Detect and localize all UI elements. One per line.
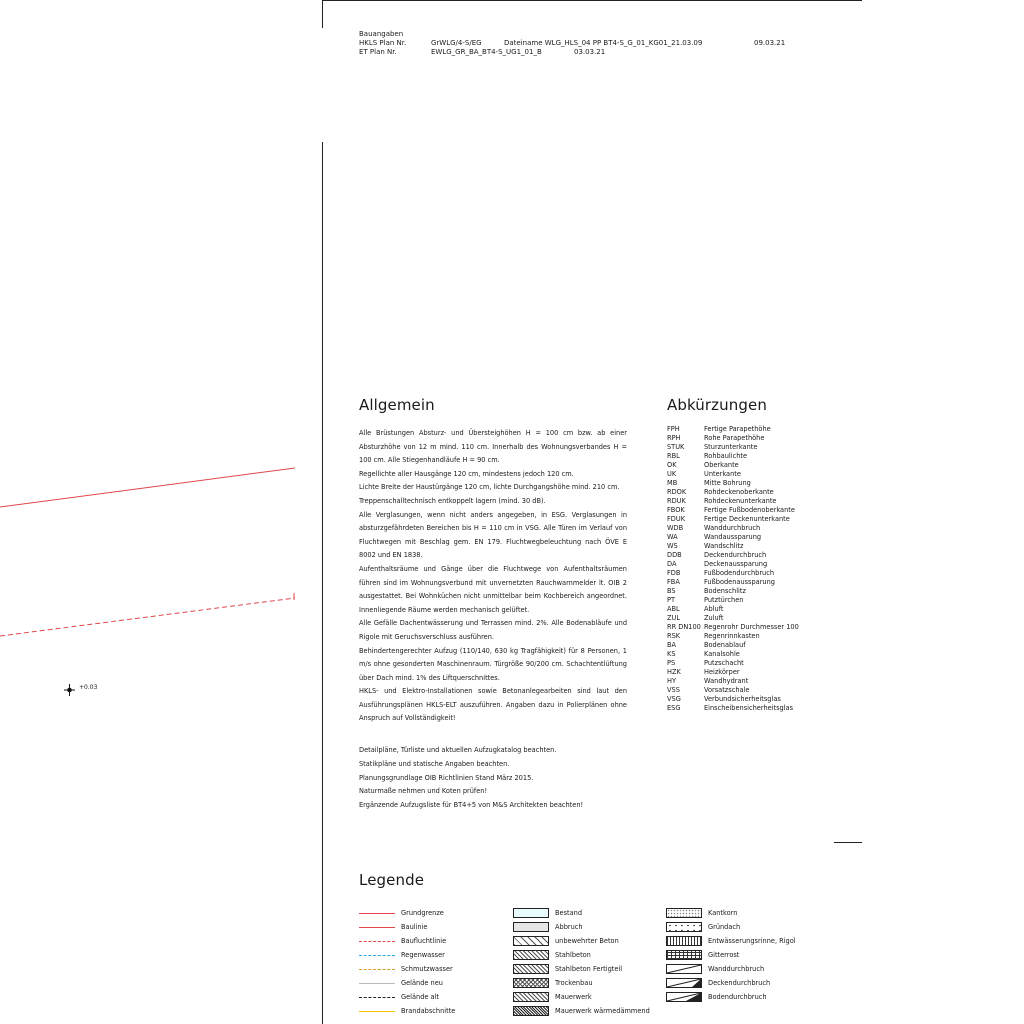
abbreviation-row: [667, 659, 799, 668]
legend-row: [666, 934, 796, 948]
abbreviation-row: [667, 470, 799, 479]
legend-material-swatch: [513, 922, 549, 932]
abbreviation-code: ZUL: [667, 614, 681, 622]
abbreviation-row: [667, 587, 799, 596]
abbreviation-text: Heizkörper: [704, 668, 740, 676]
abbreviation-text: Zuluft: [704, 614, 724, 622]
legend-line-sample: [359, 969, 395, 970]
legend-row: [666, 962, 796, 976]
abbreviation-row: [667, 524, 799, 533]
header-et-label: ET Plan Nr.: [359, 48, 397, 56]
abbreviation-row: [667, 533, 799, 542]
legend-row: [666, 906, 796, 920]
note-line: Planungsgrundlage OIB Richtlinien Stand März 2015.: [359, 773, 534, 782]
abbreviation-code: PT: [667, 596, 676, 604]
abbreviation-row: [667, 515, 799, 524]
legend-label: Regenwasser: [401, 951, 445, 959]
abbreviation-row: [667, 578, 799, 587]
abbreviation-text: Wandschlitz: [704, 542, 744, 550]
abbreviation-text: Bodenablauf: [704, 641, 746, 649]
abbreviation-text: Rohe Parapethöhe: [704, 434, 765, 442]
abbreviation-code: FBA: [667, 578, 680, 586]
abbreviation-row: [667, 560, 799, 569]
abbreviation-text: Putztürchen: [704, 596, 744, 604]
legend-label: Grundgrenze: [401, 909, 444, 917]
legend-material-swatch: [513, 992, 549, 1002]
legend-label: Gelände alt: [401, 993, 440, 1001]
header-hkls-number: GrWLG/4-S/EG: [431, 39, 482, 47]
abbreviation-code: FBOK: [667, 506, 685, 514]
abbreviation-row: [667, 641, 799, 650]
abbreviation-code: VSG: [667, 695, 681, 703]
legend-line-sample: [359, 927, 395, 928]
legend-row: [359, 962, 455, 976]
abbreviation-text: Rohdeckenunterkante: [704, 497, 777, 505]
legend-material-swatch: [513, 964, 549, 974]
legend-line-sample: [359, 1011, 395, 1012]
abbreviation-row: [667, 497, 799, 506]
note-line: Detailpläne, Türliste und aktuellen Aufzugkatalog beachten.: [359, 746, 557, 754]
abbreviation-text: Sturzunterkante: [704, 443, 758, 451]
abbreviation-code: RR DN100: [667, 623, 701, 631]
frame-tick-right: [834, 842, 862, 843]
abbreviation-row: [667, 506, 799, 515]
note-line: Statikpläne und statische Angaben beachten.: [359, 759, 510, 768]
abbreviation-text: Verbundsicherheitsglas: [704, 695, 781, 703]
legend-label: Deckendurchbruch: [708, 979, 771, 987]
legend-label: Trockenbau: [555, 979, 593, 987]
abbreviation-text: Regenrinnkasten: [704, 632, 760, 640]
header-hkls-label: HKLS Plan Nr.: [359, 39, 407, 47]
abbreviation-text: Fertige Deckenunterkante: [704, 515, 790, 523]
abbreviation-text: Vorsatzschale: [704, 686, 750, 694]
abbreviation-code: WS: [667, 542, 678, 550]
building-line-dashed: [0, 598, 295, 636]
abbreviation-code: BA: [667, 641, 677, 649]
abbreviation-code: UK: [667, 470, 677, 478]
allgemein-paragraph: Treppenschalltechnisch entkoppelt lagern (mind. 30 dB).: [359, 496, 546, 505]
legend-symbol-swatch: [666, 950, 702, 960]
legend-label: Mauerwerk: [555, 993, 592, 1001]
abbreviation-code: STUK: [667, 443, 685, 451]
abbreviation-row: [667, 488, 799, 497]
abbreviation-row: [667, 461, 799, 470]
abbreviation-row: [667, 452, 799, 461]
abkuerzungen-list: [667, 425, 799, 713]
allgemein-paragraph: Lichte Breite der Haustürgänge 120 cm, lichte Durchgangshöhe mind. 210 cm.: [359, 483, 620, 492]
legend-line-column: [359, 906, 455, 1018]
abbreviation-text: Abluft: [704, 605, 724, 613]
abbreviation-row: [667, 551, 799, 560]
legend-row: [666, 976, 796, 990]
header-dateiname: Dateiname WLG_HLS_04 PP BT4-S_G_01_KG01_21.03.09: [504, 39, 703, 47]
abbreviation-code: PS: [667, 659, 676, 667]
abbreviation-code: WDB: [667, 524, 684, 532]
abbreviation-code: RBL: [667, 452, 680, 460]
abbreviation-row: [667, 623, 799, 632]
abbreviation-code: DDB: [667, 551, 682, 559]
legend-label: Mauerwerk wärmedämmend: [555, 1007, 650, 1015]
abbreviation-text: Regenrohr Durchmesser 100: [704, 623, 799, 631]
legend-label: Entwässerungsrinne, Rigol: [708, 937, 796, 945]
legend-label: Brandabschnitte: [401, 1007, 456, 1015]
header-et-date: 03.03.21: [574, 48, 606, 56]
abbreviation-row: [667, 650, 799, 659]
legend-row: [666, 948, 796, 962]
abbreviation-code: WA: [667, 533, 678, 541]
abbreviation-text: Wanddurchbruch: [704, 524, 761, 532]
abbreviation-code: KS: [667, 650, 676, 658]
legend-symbol-swatch: [666, 908, 702, 918]
legend-material-swatch: [513, 908, 549, 918]
legend-material-swatch: [513, 978, 549, 988]
allgemein-notes: [359, 744, 583, 813]
allgemein-paragraph: Aufenthaltsräume und Gänge über die Fluchtwege von Aufenthaltsräumen führen sind im Wohnungsverbund mit unvernetzten Rauchwarnmelder lt. OIB 2 ausgestattet. Bei Wohnküchen nicht unmittelbar beim Kochbereich angeordnet. Innenliegende Räume werden mechanisch gelüftet.: [359, 564, 627, 614]
legend-symbol-swatch: [666, 992, 702, 1002]
abbreviation-text: Einscheibensicherheitsglas: [704, 704, 794, 712]
header-bauangaben: Bauangaben: [359, 30, 404, 38]
legend-row: [359, 934, 455, 948]
abbreviation-code: HZK: [667, 668, 681, 676]
abbreviation-row: [667, 632, 799, 641]
frame-line-top-left: [322, 0, 323, 28]
note-line: Naturmaße nehmen und Koten prüfen!: [359, 787, 488, 796]
abbreviation-code: FDUK: [667, 515, 686, 523]
abkuerzungen-title: Abkürzungen: [667, 396, 767, 414]
abbreviation-text: Putzschacht: [704, 659, 744, 667]
abbreviation-code: OK: [667, 461, 677, 469]
legend-material-swatch: [513, 950, 549, 960]
legend-row: [359, 990, 455, 1004]
abbreviation-code: HY: [667, 677, 676, 685]
abbreviation-row: [667, 668, 799, 677]
note-line: Ergänzende Aufzugsliste für BT4+5 von M&S Architekten beachten!: [359, 801, 584, 810]
abbreviation-text: Fußbodendurchbruch: [704, 569, 775, 577]
legend-row: [359, 948, 455, 962]
allgemein-paragraph: Regellichte aller Hausgänge 120 cm, mindestens jedoch 120 cm.: [359, 469, 574, 478]
legend-line-sample: [359, 955, 395, 956]
abbreviation-text: Wandaussparung: [704, 533, 762, 541]
legend-label: Wanddurchbruch: [708, 965, 765, 973]
header-et-number: EWLG_GR_BA_BT4-S_UG1_01_B: [431, 48, 542, 56]
abbreviation-text: Rohdeckenoberkante: [704, 488, 774, 496]
legend-row: [359, 920, 455, 934]
legend-line-sample: [359, 913, 395, 914]
abbreviation-text: Fertige Parapethöhe: [704, 425, 771, 433]
allgemein-title: Allgemein: [359, 396, 435, 414]
frame-line-left: [322, 142, 323, 1024]
header-hkls-date: 09.03.21: [754, 39, 786, 47]
abbreviation-text: Oberkante: [704, 461, 739, 469]
legend-label: Gitterrost: [708, 951, 740, 959]
abbreviation-text: Kanalsohle: [704, 650, 740, 658]
allgemein-paragraph: HKLS- und Elektro-Installationen sowie Betonanlegearbeiten sind laut den Ausführungsplänen HKLS-ELT auszuführen. Angaben dazu in Polierplänen ohne Anspruch auf Vollständigkeit!: [359, 687, 627, 723]
elevation-marker-icon: [64, 684, 75, 696]
boundary-line-solid: [0, 468, 295, 507]
plan-drawing: [0, 0, 322, 1024]
legend-symbol-swatch: [666, 978, 702, 988]
legend-row: [513, 920, 650, 934]
abbreviation-text: Unterkante: [704, 470, 741, 478]
legend-label: Gelände neu: [401, 979, 443, 987]
abbreviation-row: [667, 434, 799, 443]
legend-symbol-swatch: [666, 964, 702, 974]
abbreviation-row: [667, 605, 799, 614]
legende-title: Legende: [359, 871, 425, 889]
legend-line-sample: [359, 983, 395, 984]
legend-row: [513, 976, 650, 990]
abbreviation-row: [667, 596, 799, 605]
legend-symbol-swatch: [666, 936, 702, 946]
abbreviation-code: RDOK: [667, 488, 687, 496]
abbreviation-text: Fußbodenaussparung: [704, 578, 775, 586]
abbreviation-text: Mitte Bohrung: [704, 479, 751, 487]
legend-material-swatch: [513, 1006, 549, 1016]
legend-symbol-column: [666, 906, 796, 1004]
abbreviation-code: ABL: [667, 605, 680, 613]
abbreviation-row: [667, 686, 799, 695]
legend-label: Bestand: [555, 909, 583, 917]
legend-row: [513, 906, 650, 920]
abbreviation-code: FPH: [667, 425, 680, 433]
allgemein-paragraph: Alle Brüstungen Absturz- und Übersteighöhen H = 100 cm bzw. ab einer Absturzhöhe von 12 m mind. 110 cm. Innerhalb des Wohnungsverbandes H = 100 cm. Alle Stiegenhandläufe H = 90 cm.: [359, 429, 627, 465]
abbreviation-code: MB: [667, 479, 678, 487]
frame-line-top: [322, 0, 862, 1]
legend-row: [359, 906, 455, 920]
legend-label: unbewehrter Beton: [555, 937, 619, 945]
legend-material-column: [513, 906, 650, 1018]
abbreviation-code: BS: [667, 587, 676, 595]
abbreviation-row: [667, 614, 799, 623]
legend-row: [513, 990, 650, 1004]
abbreviation-text: Deckenaussparung: [704, 560, 768, 568]
legend-row: [666, 990, 796, 1004]
allgemein-paragraph: Alle Gefälle Dachentwässerung und Terrassen mind. 2%. Alle Bodenabläufe und Rigole mit Geruchsverschluss ausführen.: [359, 619, 627, 641]
abbreviation-row: [667, 542, 799, 551]
abbreviation-text: Deckendurchbruch: [704, 551, 767, 559]
legend-row: [359, 1004, 455, 1018]
abbreviation-row: [667, 479, 799, 488]
abbreviation-code: RDUK: [667, 497, 686, 505]
legend-line-sample: [359, 941, 395, 942]
legend-label: Schmutzwasser: [401, 965, 453, 973]
abbreviation-text: Fertige Fußbodenoberkante: [704, 506, 795, 514]
legend-label: Baulinie: [401, 923, 428, 931]
abbreviation-text: Wandhydrant: [704, 677, 749, 685]
legend-row: [513, 1004, 650, 1018]
allgemein-paragraph: Behindertengerechter Aufzug (110/140, 630 kg Tragfähigkeit) für 8 Personen, 1 m/s ohne gesonderten Maschinenraum. Türgröße 90/200 cm. Schachtentlüftung über Dach mind. 1% des Liftquerschnittes.: [359, 646, 627, 682]
legend-label: Abbruch: [555, 923, 583, 931]
abbreviation-row: [667, 425, 799, 434]
abbreviation-row: [667, 569, 799, 578]
legend-label: Bodendurchbruch: [708, 993, 767, 1001]
legend-label: Gründach: [708, 923, 741, 931]
legend-row: [359, 976, 455, 990]
abbreviation-code: FDB: [667, 569, 681, 577]
abbreviation-row: [667, 695, 799, 704]
elevation-label: +0.03: [79, 684, 98, 691]
abbreviation-row: [667, 677, 799, 686]
abbreviation-row: [667, 704, 799, 713]
abbreviation-code: ESG: [667, 704, 681, 712]
legend-label: Baufluchtlinie: [401, 937, 447, 945]
allgemein-paragraph: Alle Verglasungen, wenn nicht anders angegeben, in ESG. Verglasungen in absturzgefährdeten Bereichen bis H = 110 cm in VSG. Alle Türen im Verlauf von Fluchtwegen mit Beschlag gem. EN 179. Fluchtwegbeleuchtung nach ÖVE E 8002 und EN 1838.: [359, 510, 627, 560]
abbreviation-text: Rohbaulichte: [704, 452, 748, 460]
legend-label: Stahlbeton: [555, 951, 591, 959]
abbreviation-code: DA: [667, 560, 677, 568]
legend-line-sample: [359, 997, 395, 998]
legend-row: [513, 962, 650, 976]
legend-row: [666, 920, 796, 934]
legend-label: Kantkorn: [708, 909, 738, 917]
abbreviation-code: RSK: [667, 632, 681, 640]
legend-row: [513, 948, 650, 962]
abbreviation-text: Bodenschlitz: [704, 587, 746, 595]
legend-row: [513, 934, 650, 948]
allgemein-text: [359, 427, 627, 726]
legend-material-swatch: [513, 936, 549, 946]
abbreviation-code: VSS: [667, 686, 680, 694]
legend-symbol-swatch: [666, 922, 702, 932]
legend-label: Stahlbeton Fertigteil: [555, 965, 623, 973]
abbreviation-code: RPH: [667, 434, 681, 442]
abbreviation-row: [667, 443, 799, 452]
